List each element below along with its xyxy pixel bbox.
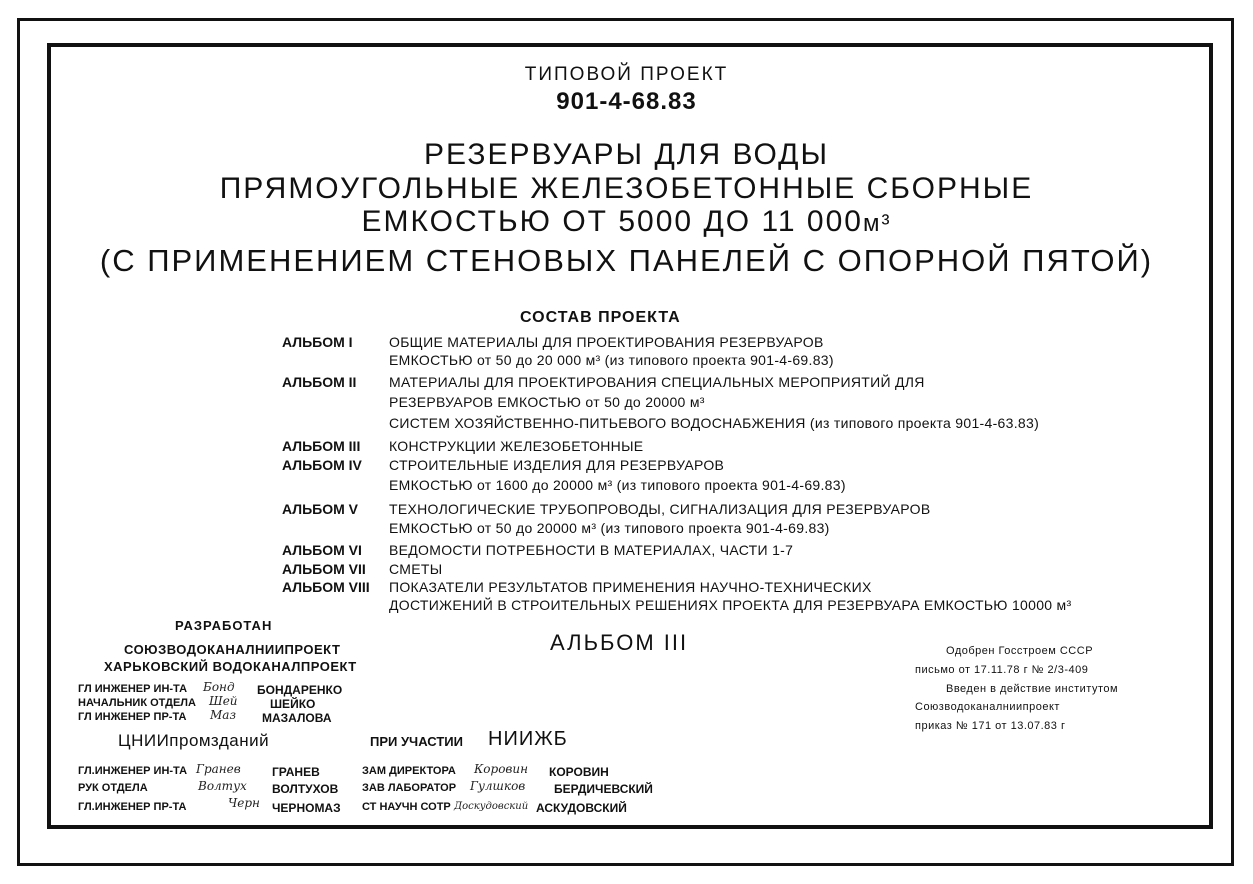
album-7-line-1: СМЕТЫ [389,561,443,577]
album-1-label: АЛЬБОМ I [282,334,353,350]
signatory-name: ГРАНЕВ [272,765,320,779]
signatory-name: МАЗАЛОВА [262,711,332,725]
signatory-role: ГЛ.ИНЖЕНЕР ПР-ТА [78,801,187,813]
album-8-line-1: ПОКАЗАТЕЛИ РЕЗУЛЬТАТОВ ПРИМЕНЕНИЯ НАУЧНО-ТЕХНИЧЕСКИХ [389,579,872,595]
developed-title: РАЗРАБОТАН [175,618,273,633]
project-number: 901-4-68.83 [556,88,697,115]
approval-line-5: приказ № 171 от 13.07.83 г [915,720,1066,732]
album-8-label: АЛЬБОМ VIII [282,579,370,595]
developer-org-2: ХАРЬКОВСКИЙ ВОДОКАНАЛПРОЕКТ [104,659,357,674]
album-5-line-1: ТЕХНОЛОГИЧЕСКИЕ ТРУБОПРОВОДЫ, СИГНАЛИЗАЦИЯ ДЛЯ РЕЗЕРВУАРОВ [389,501,931,517]
signature: Шей [209,694,238,708]
participation-prefix: ПРИ УЧАСТИИ [370,734,463,749]
approval-line-4: Союзводоканалниипроект [915,701,1060,713]
signatory-role: ГЛ ИНЖЕНЕР ИН-ТА [78,683,188,695]
signatory-name: БЕРДИЧЕВСКИЙ [554,782,653,796]
signatory-role: НАЧАЛЬНИК ОТДЕЛА [78,697,196,709]
signatory-name: КОРОВИН [549,765,609,779]
signature: Черн [228,796,260,810]
developer-org-1: СОЮЗВОДОКАНАЛНИИПРОЕКТ [124,642,341,657]
album-2-line-1: МАТЕРИАЛЫ ДЛЯ ПРОЕКТИРОВАНИЯ СПЕЦИАЛЬНЫХ МЕРОПРИЯТИЙ ДЛЯ [389,374,925,390]
current-album: АЛЬБОМ III [550,630,689,655]
title-line-2: ПРЯМОУГОЛЬНЫЕ ЖЕЛЕЗОБЕТОННЫЕ СБОРНЫЕ [219,172,1034,205]
signatory-name: ЧЕРНОМАЗ [272,801,341,815]
signatory-name: АСКУДОВСКИЙ [536,801,627,815]
album-2-line-2: РЕЗЕРВУАРОВ ЕМКОСТЬЮ от 50 до 20000 м³ [389,394,705,410]
signature: Гранев [196,762,241,776]
album-4-line-1: СТРОИТЕЛЬНЫЕ ИЗДЕЛИЯ ДЛЯ РЕЗЕРВУАРОВ [389,457,725,473]
album-4-line-2: ЕМКОСТЬЮ от 1600 до 20000 м³ (из типового проекта 901-4-69.83) [389,477,846,493]
album-3-label: АЛЬБОМ III [282,438,361,454]
project-type-label: ТИПОВОЙ ПРОЕКТ [524,64,729,85]
album-1-line-2: ЕМКОСТЬЮ от 50 до 20 000 м³ (из типового проекта 901-4-69.83) [389,352,834,368]
album-4-label: АЛЬБОМ IV [282,457,362,473]
title-capacity-to: 11 000 [761,205,863,238]
title-line-1: РЕЗЕРВУАРЫ ДЛЯ ВОДЫ [423,138,830,171]
developer-org-3: ЦНИИпромзданий [118,731,270,750]
signature: Гулшков [470,779,526,793]
title-capacity-unit: м³ [862,210,892,237]
title-line-3 [0,205,1253,239]
signatory-role: ГЛ.ИНЖЕНЕР ИН-ТА [78,765,188,777]
title-capacity-prefix: ЕМКОСТЬЮ ОТ [361,205,608,238]
approval-line-2: письмо от 17.11.78 г № 2/3-409 [915,664,1089,676]
signatory-role: ЗАВ ЛАБОРАТОР [362,782,457,794]
album-2-label: АЛЬБОМ II [282,374,357,390]
signatory-name: ШЕЙКО [270,697,316,711]
signature: Бонд [203,680,235,694]
signatory-name: ВОЛТУХОВ [272,782,339,796]
signature: Доскудовский [454,801,529,812]
signatory-role: ЗАМ ДИРЕКТОРА [362,765,456,777]
signature: Коровин [474,762,529,776]
album-5-line-2: ЕМКОСТЬЮ от 50 до 20000 м³ (из типового проекта 901-4-69.83) [389,520,830,536]
signature: Волтух [198,779,247,793]
title-capacity-from: 5000 [618,205,694,238]
signatory-role: РУК ОТДЕЛА [78,782,148,794]
album-6-line-1: ВЕДОМОСТИ ПОТРЕБНОСТИ В МАТЕРИАЛАХ, ЧАСТИ 1-7 [389,542,794,558]
signatory-name: БОНДАРЕНКО [257,683,343,697]
signatory-role: СТ НАУЧН СОТР [362,801,451,813]
signature: Маз [210,708,236,722]
album-2-line-3: СИСТЕМ ХОЗЯЙСТВЕННО-ПИТЬЕВОГО ВОДОСНАБЖЕНИЯ (из типового проекта 901-4-63.83) [389,415,1040,431]
album-7-label: АЛЬБОМ VII [282,561,366,577]
participation-org: НИИЖБ [488,728,568,750]
album-3-line-1: КОНСТРУКЦИИ ЖЕЛЕЗОБЕТОННЫЕ [389,438,644,454]
album-6-label: АЛЬБОМ VI [282,542,362,558]
album-5-label: АЛЬБОМ V [282,501,359,517]
title-line-4: (С ПРИМЕНЕНИЕМ СТЕНОВЫХ ПАНЕЛЕЙ С ОПОРНОЙ ПЯТОЙ) [99,243,1154,278]
album-1-line-1: ОБЩИЕ МАТЕРИАЛЫ ДЛЯ ПРОЕКТИРОВАНИЯ РЕЗЕРВУАРОВ [389,334,824,350]
composition-heading: СОСТАВ ПРОЕКТА [520,309,681,326]
album-8-line-2: ДОСТИЖЕНИЙ В СТРОИТЕЛЬНЫХ РЕШЕНИЯХ ПРОЕКТА ДЛЯ РЕЗЕРВУАРА ЕМКОСТЬЮ 10000 м³ [389,597,1072,613]
title-capacity-to-word: ДО [703,205,752,238]
approval-line-1: Одобрен Госстроем СССР [946,645,1094,657]
approval-line-3: Введен в действие институтом [946,683,1119,695]
signatory-role: ГЛ ИНЖЕНЕР ПР-ТА [78,711,187,723]
